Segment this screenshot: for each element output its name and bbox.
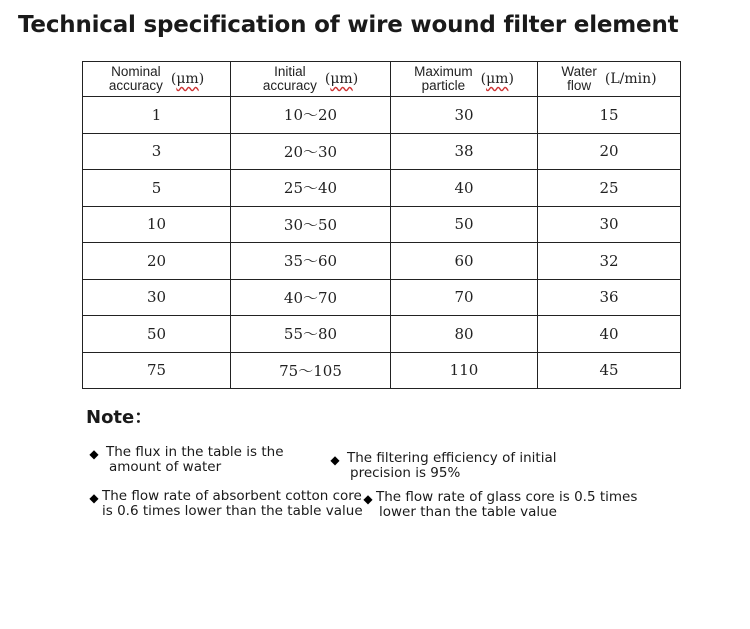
cell-nominal-accuracy: 10 <box>83 206 231 243</box>
cell-initial-accuracy: 30～50 <box>231 206 391 243</box>
table-row <box>83 352 681 389</box>
cell-maximum-particle: 60 <box>391 243 538 280</box>
cell-nominal-accuracy: 1 <box>83 97 231 134</box>
cell-water-flow: 32 <box>538 243 681 280</box>
cell-water-flow: 36 <box>538 279 681 316</box>
cell-initial-accuracy: 75～105 <box>231 352 391 389</box>
unit-label: (μm) <box>170 71 205 87</box>
header-maximum-particle: Maximum particle (μm) <box>391 62 538 97</box>
cell-maximum-particle: 38 <box>391 133 538 170</box>
cell-nominal-accuracy: 50 <box>83 316 231 353</box>
table-row <box>83 170 681 207</box>
note-item: ◆ The flow rate of glass core is 0.5 times lower than the table value <box>363 489 638 520</box>
cell-water-flow: 30 <box>538 206 681 243</box>
table-row <box>83 243 681 280</box>
cell-initial-accuracy: 20～30 <box>231 133 391 170</box>
cell-maximum-particle: 30 <box>391 97 538 134</box>
cell-nominal-accuracy: 5 <box>83 170 231 207</box>
page-title: Technical specification of wire wound filter element <box>18 12 679 38</box>
cell-nominal-accuracy: 75 <box>83 352 231 389</box>
header-nominal-accuracy: Nominal accuracy (μm) <box>83 62 231 97</box>
unit-label: (μm) <box>324 71 359 87</box>
header-water-flow: Water flow (L/min) <box>538 62 681 97</box>
unit-label: (μm) <box>480 71 514 87</box>
table-row <box>83 279 681 316</box>
cell-nominal-accuracy: 30 <box>83 279 231 316</box>
cell-initial-accuracy: 10～20 <box>231 97 391 134</box>
cell-maximum-particle: 80 <box>391 316 538 353</box>
cell-water-flow: 45 <box>538 352 681 389</box>
cell-water-flow: 40 <box>538 316 681 353</box>
cell-initial-accuracy: 35～60 <box>231 243 391 280</box>
cell-maximum-particle: 70 <box>391 279 538 316</box>
diamond-bullet-icon: ◆ <box>89 447 99 461</box>
diamond-bullet-icon: ◆ <box>363 492 373 506</box>
cell-nominal-accuracy: 3 <box>83 133 231 170</box>
cell-initial-accuracy: 40～70 <box>231 279 391 316</box>
spec-table <box>82 61 681 389</box>
table-row <box>83 97 681 134</box>
cell-maximum-particle: 40 <box>391 170 538 207</box>
note-item: ◆ The flow rate of absorbent cotton core is 0.6 times lower than the table value <box>89 488 363 519</box>
notes-title: Note： <box>86 407 153 428</box>
cell-initial-accuracy: 55～80 <box>231 316 391 353</box>
note-item: ◆ The filtering efficiency of initial precision is 95% <box>330 450 557 481</box>
diamond-bullet-icon: ◆ <box>89 491 99 505</box>
cell-maximum-particle: 50 <box>391 206 538 243</box>
cell-water-flow: 15 <box>538 97 681 134</box>
diamond-bullet-icon: ◆ <box>330 453 340 467</box>
table-row <box>83 133 681 170</box>
cell-nominal-accuracy: 20 <box>83 243 231 280</box>
cell-maximum-particle: 110 <box>391 352 538 389</box>
cell-water-flow: 20 <box>538 133 681 170</box>
table-row <box>83 316 681 353</box>
header-initial-accuracy: Initial accuracy (μm) <box>231 62 391 97</box>
cell-initial-accuracy: 25～40 <box>231 170 391 207</box>
unit-label: (L/min) <box>604 71 657 87</box>
table-row <box>83 206 681 243</box>
table-header-row <box>83 62 681 97</box>
cell-water-flow: 25 <box>538 170 681 207</box>
note-item: ◆ The flux in the table is the amount of water <box>89 444 284 475</box>
